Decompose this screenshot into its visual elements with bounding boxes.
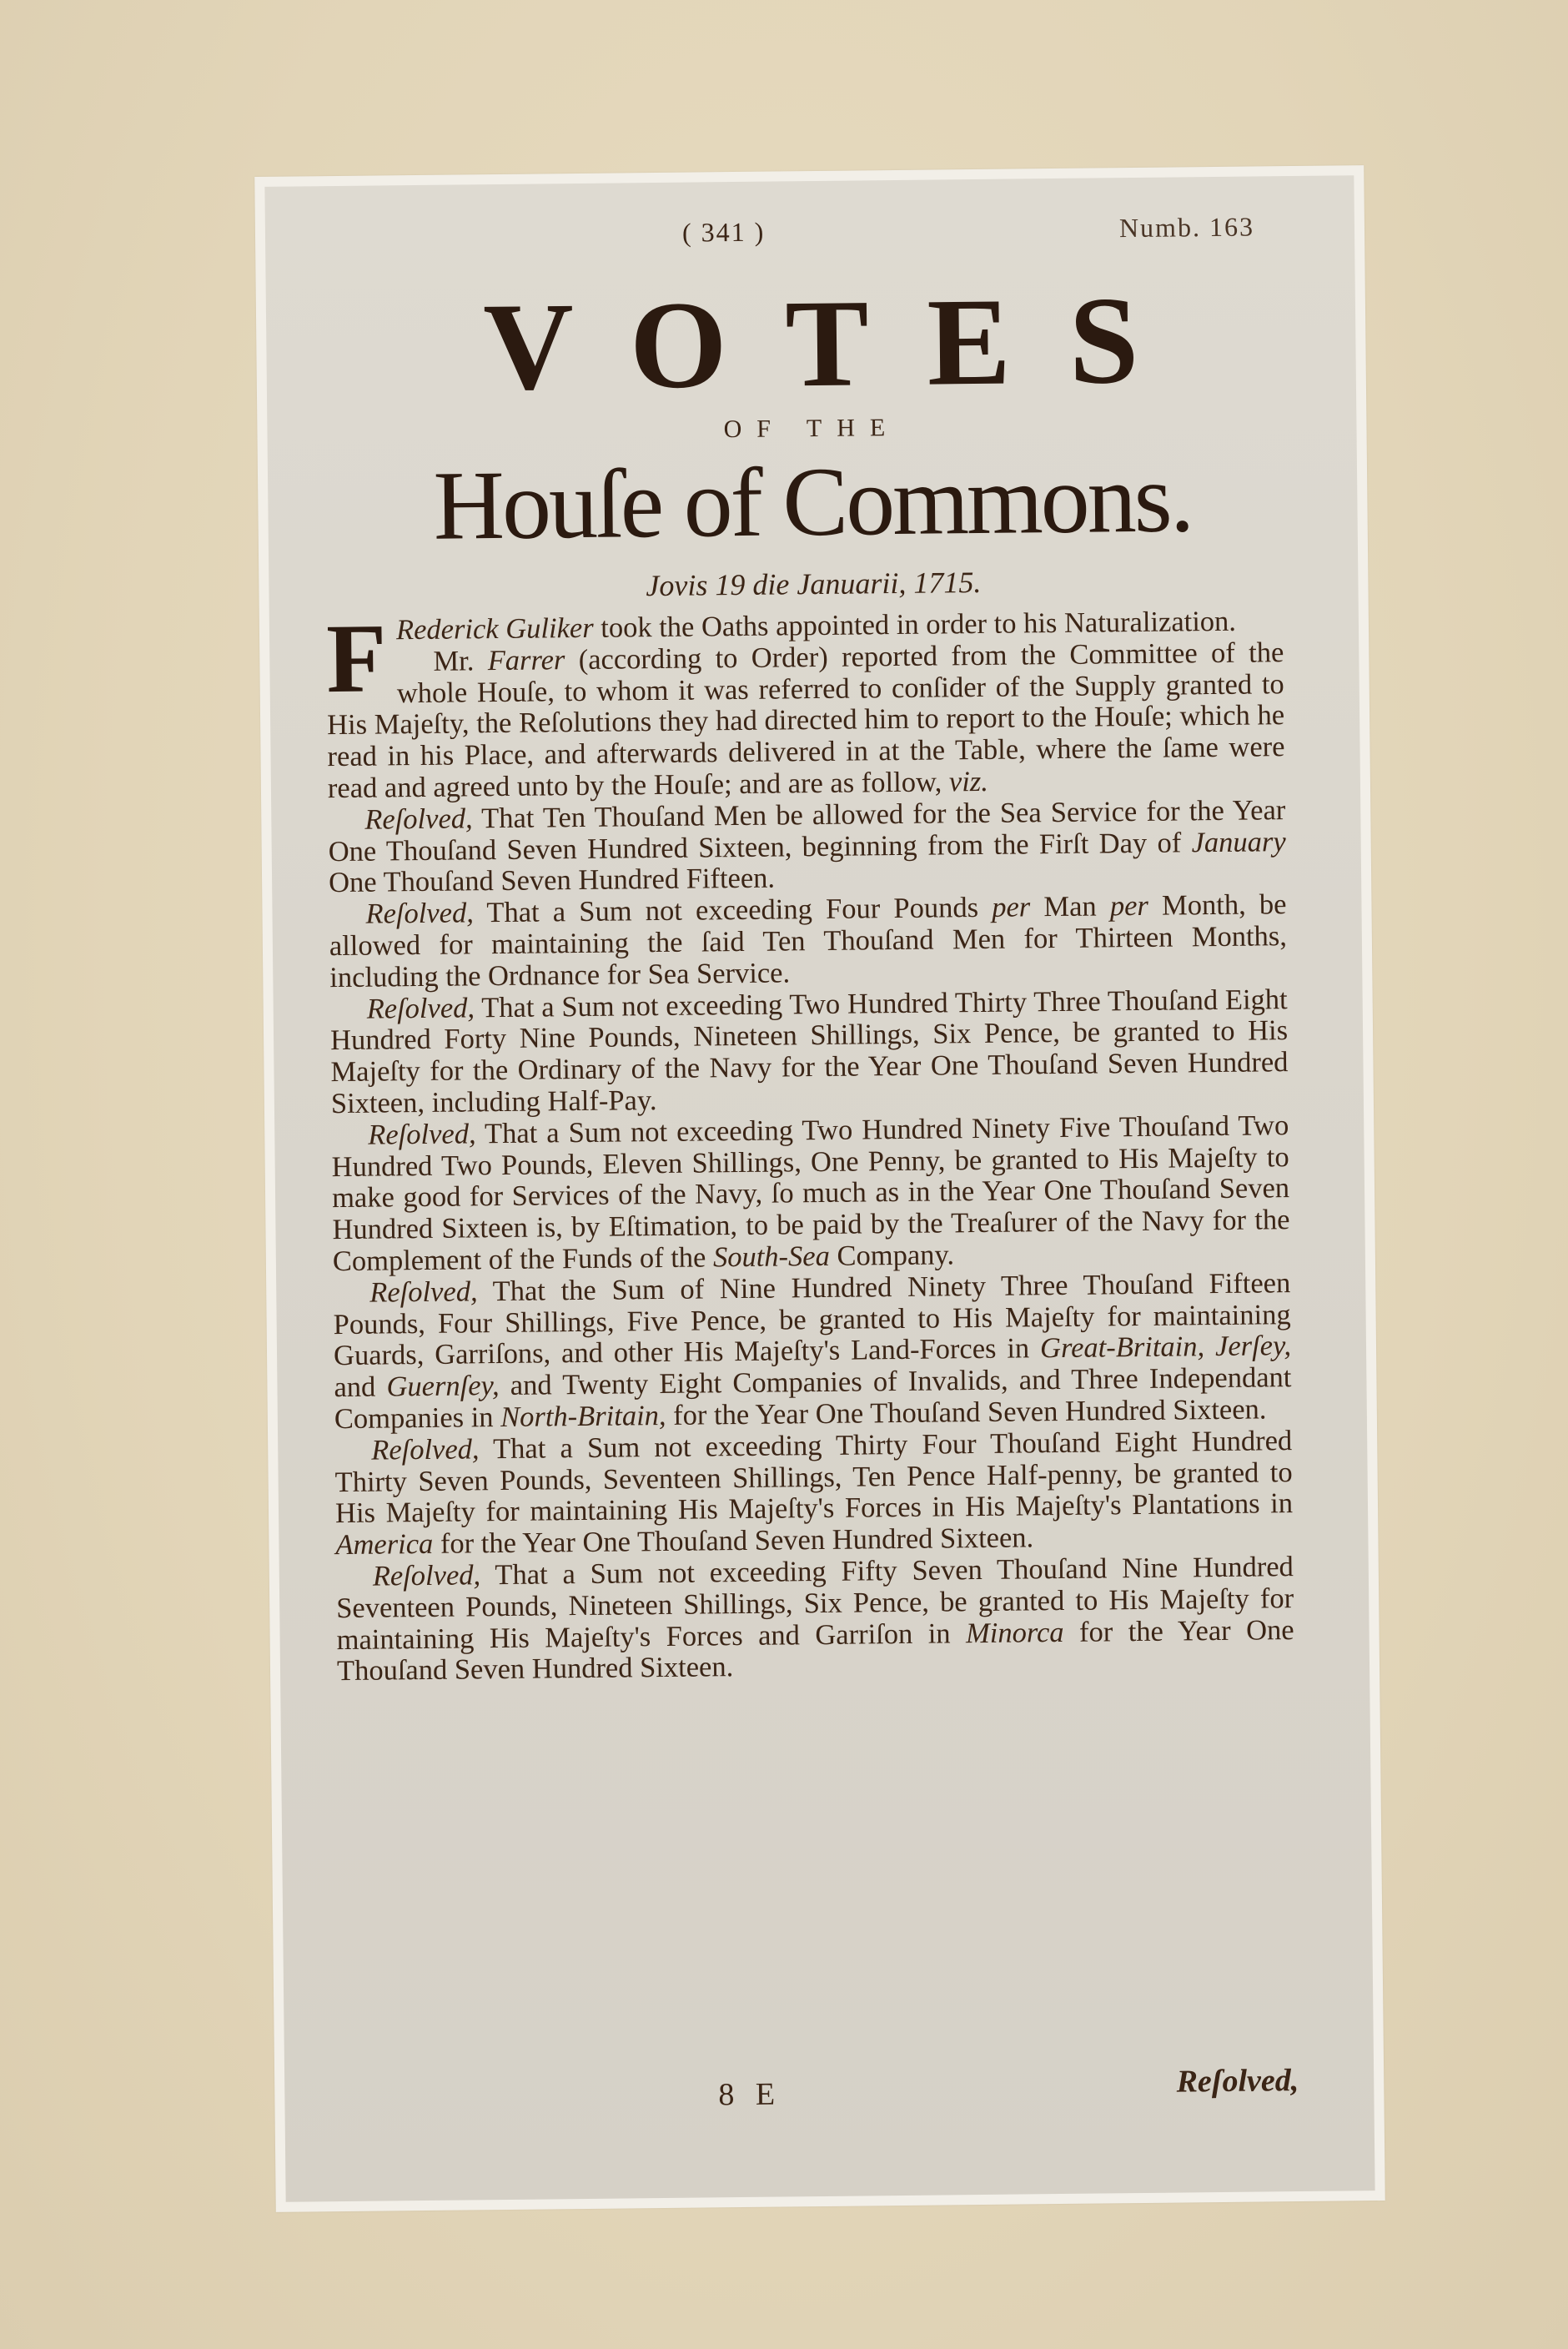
- paragraph: [328, 795, 1286, 899]
- text: That the Sum of Nine Hundred Ninety Three Thouſand Fifteen Pounds, Four Shillings, Five Pence, be granted to His Majeſty for maintaining Guards, Garriſons, and other His Majeſty's Land-Forces in: [333, 1266, 1291, 1372]
- italic-text: Reſolved,: [364, 802, 473, 836]
- title-connector: OF THE: [723, 413, 901, 444]
- italic-text: Great-Britain, Jerſey,: [1039, 1330, 1292, 1365]
- page-footer: [284, 2063, 1374, 2123]
- italic-text: Reſolved,: [365, 897, 475, 930]
- text: That Ten Thouſand Men be allowed for the Sea Service for the Year One Thouſand Seven Hundred Sixteen, beginning from the Firſt Day of: [328, 793, 1286, 868]
- text: and: [334, 1371, 387, 1404]
- paragraph: [331, 1110, 1290, 1278]
- italic-text: Farrer: [487, 643, 565, 677]
- text: That a Sum not exceeding Thirty Four Thouſand Eight Hundred Thirty Seven Pounds, Seventeen Shillings, Ten Pence Half-penny, be granted to His Majeſty for maintaining His Majeſty's Forces in His Majeſty's Plantations in: [334, 1424, 1294, 1530]
- text: for the Year One Thouſand Seven Hundred Sixteen.: [666, 1393, 1267, 1431]
- italic-text: Reſolved,: [369, 1275, 478, 1309]
- text: (according to Order) reported from the Committee of the whole Houſe, to whom it was referred to conſider of the Supply granted to His Majeſty, the Reſolutions they had directed him to report to the Houſe; which he read in his Place, and afterwards delivered in at the Table, where the ſame were read and agreed unto by the Houſe; and are as follow,: [326, 636, 1285, 805]
- italic-text: Guernſey,: [386, 1370, 500, 1403]
- italic-text: Rederick Guliker: [395, 611, 594, 646]
- italic-text: viz.: [948, 765, 989, 798]
- text: That a Sum not exceeding Two Hundred Ninety Five Thouſand Two Hundred Two Pounds, Eleven Shillings, One Penny, be granted to His Majeſty to make good for Services of the Navy, ſo much as in the Year One Thouſand Seven Hundred Sixteen is, by Eſtimation, to be paid by the Treaſurer of the Navy for the Complement of the Funds of the: [331, 1109, 1290, 1278]
- paragraph: [336, 1552, 1295, 1688]
- paragraph: [334, 1426, 1294, 1562]
- text: took the Oaths appointed in order to his Naturalization.: [593, 605, 1237, 644]
- text: Mr.: [433, 644, 488, 677]
- page-number: ( 341 ): [681, 216, 766, 248]
- text: Man: [1030, 890, 1111, 923]
- text: Company.: [829, 1239, 955, 1272]
- paragraph: [329, 889, 1287, 993]
- italic-text: per: [992, 891, 1031, 923]
- italic-text: Reſolved,: [366, 991, 475, 1025]
- document-body: [325, 603, 1294, 1688]
- paragraph: [330, 984, 1289, 1120]
- mat-window-bevel: [254, 165, 1385, 2212]
- date-line: Jovis 19 die Januarii, 1715.: [646, 565, 982, 603]
- title-sub: Houſe of Commons.: [433, 443, 1193, 561]
- catchword: Reſolved,: [1176, 2063, 1299, 2100]
- italic-text: per: [1109, 890, 1149, 923]
- italic-text: Reſolved,: [372, 1559, 481, 1592]
- italic-text: North-Britain,: [500, 1399, 666, 1433]
- italic-text: America: [335, 1527, 434, 1562]
- page-header: [265, 210, 1354, 255]
- text: for the Year One Thouſand Seven Hundred Sixteen.: [336, 1613, 1294, 1688]
- text: and Twenty Eight Companies of Invalids, and Three Independant Companies in: [334, 1361, 1292, 1436]
- italic-text: South-Sea: [712, 1240, 831, 1274]
- italic-text: Minorca: [965, 1616, 1064, 1649]
- text: That a Sum not exceeding Fifty Seven Thouſand Nine Hundred Seventeen Pounds, Nineteen Shillings, Six Pence, be granted to His Majeſty for maintaining His Majeſty's Forces and Garriſon in: [336, 1550, 1294, 1656]
- paragraph: [326, 637, 1285, 805]
- text: Month, be allowed for maintaining the ſaid Ten Thouſand Men for Thirteen Months, including the Ordnance for Sea Service.: [329, 888, 1288, 993]
- document-page: [264, 175, 1375, 2202]
- text: for the Year One Thouſand Seven Hundred Sixteen.: [433, 1522, 1034, 1560]
- italic-text: Reſolved,: [371, 1433, 480, 1466]
- signature-mark: 8 E: [718, 2076, 782, 2113]
- paragraph: [333, 1268, 1292, 1436]
- title-main: VOTES: [482, 270, 1199, 417]
- italic-text: January: [1191, 825, 1286, 858]
- italic-text: Reſolved,: [368, 1118, 476, 1151]
- text: One Thouſand Seven Hundred Fifteen.: [328, 862, 776, 899]
- issue-number: Numb. 163: [1118, 211, 1255, 244]
- text: That a Sum not exceeding Four Pounds: [473, 891, 993, 929]
- text: That a Sum not exceeding Two Hundred Thirty Three Thouſand Eight Hundred Forty Nine Pounds, Nineteen Shillings, Six Pence, be granted to His Majeſty for the Ordinary of the Navy for the Year One Thouſand Seven Hundred Sixteen, including Half-Pay.: [329, 983, 1289, 1120]
- drop-cap: F: [325, 603, 388, 714]
